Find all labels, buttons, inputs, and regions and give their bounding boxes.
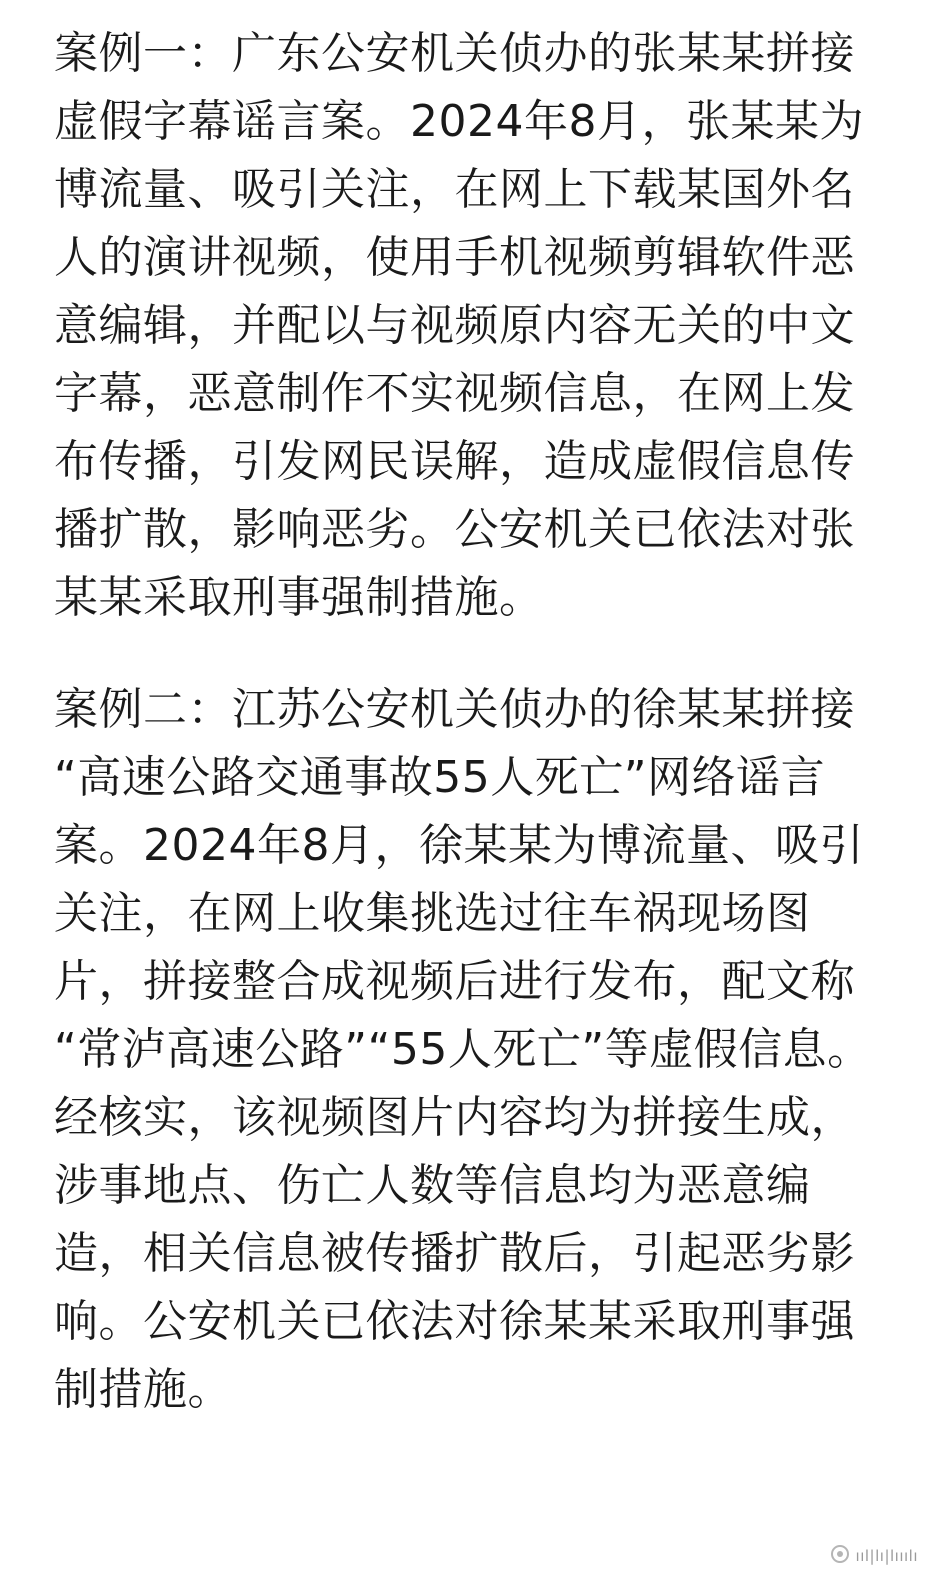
text-line: 案。2024年8月，徐某某为博流量、吸引: [54, 820, 864, 871]
text-line: 经核实，该视频图片内容均为拼接生成，: [54, 1092, 855, 1143]
text-line: 片，拼接整合成视频后进行发布，配文称: [54, 956, 855, 1007]
case-two-paragraph: [54, 676, 892, 1424]
text-line: 字幕，恶意制作不实视频信息，在网上发: [54, 368, 855, 419]
text-line: 虚假字幕谣言案。2024年8月，张某某为: [54, 96, 864, 147]
text-line: 案例二：江苏公安机关侦办的徐某某拼接: [54, 684, 855, 735]
text-line: 关注，在网上收集挑选过往车祸现场图: [54, 888, 811, 939]
text-line: 布传播，引发网民误解，造成虚假信息传: [54, 436, 855, 487]
text-line: 某某采取刑事强制措施。: [54, 572, 544, 623]
text-line: 人的演讲视频，使用手机视频剪辑软件恶: [54, 232, 855, 283]
watermark-text: ııl|lı|lııılı: [855, 1547, 918, 1565]
article-body: [54, 20, 892, 1424]
text-line: 涉事地点、伤亡人数等信息均为恶意编: [54, 1160, 811, 1211]
text-line: 案例一：广东公安机关侦办的张某某拼接: [54, 28, 855, 79]
watermark: [830, 1544, 918, 1568]
watermark-logo-icon: [830, 1544, 850, 1568]
paragraph-spacer: [54, 632, 892, 676]
text-line: 造，相关信息被传播扩散后，引起恶劣影: [54, 1228, 855, 1279]
text-line: 制措施。: [54, 1364, 232, 1415]
text-line: 博流量、吸引关注，在网上下载某国外名: [54, 164, 855, 215]
text-line: 响。公安机关已依法对徐某某采取刑事强: [54, 1296, 855, 1347]
case-one-paragraph: [54, 20, 892, 632]
text-line: 播扩散，影响恶劣。公安机关已依法对张: [54, 504, 855, 555]
text-line: “高速公路交通事故55人死亡”网络谣言: [54, 752, 826, 803]
text-line: 意编辑，并配以与视频原内容无关的中文: [54, 300, 855, 351]
text-line: “常泸高速公路”“55人死亡”等虚假信息。: [54, 1024, 872, 1075]
